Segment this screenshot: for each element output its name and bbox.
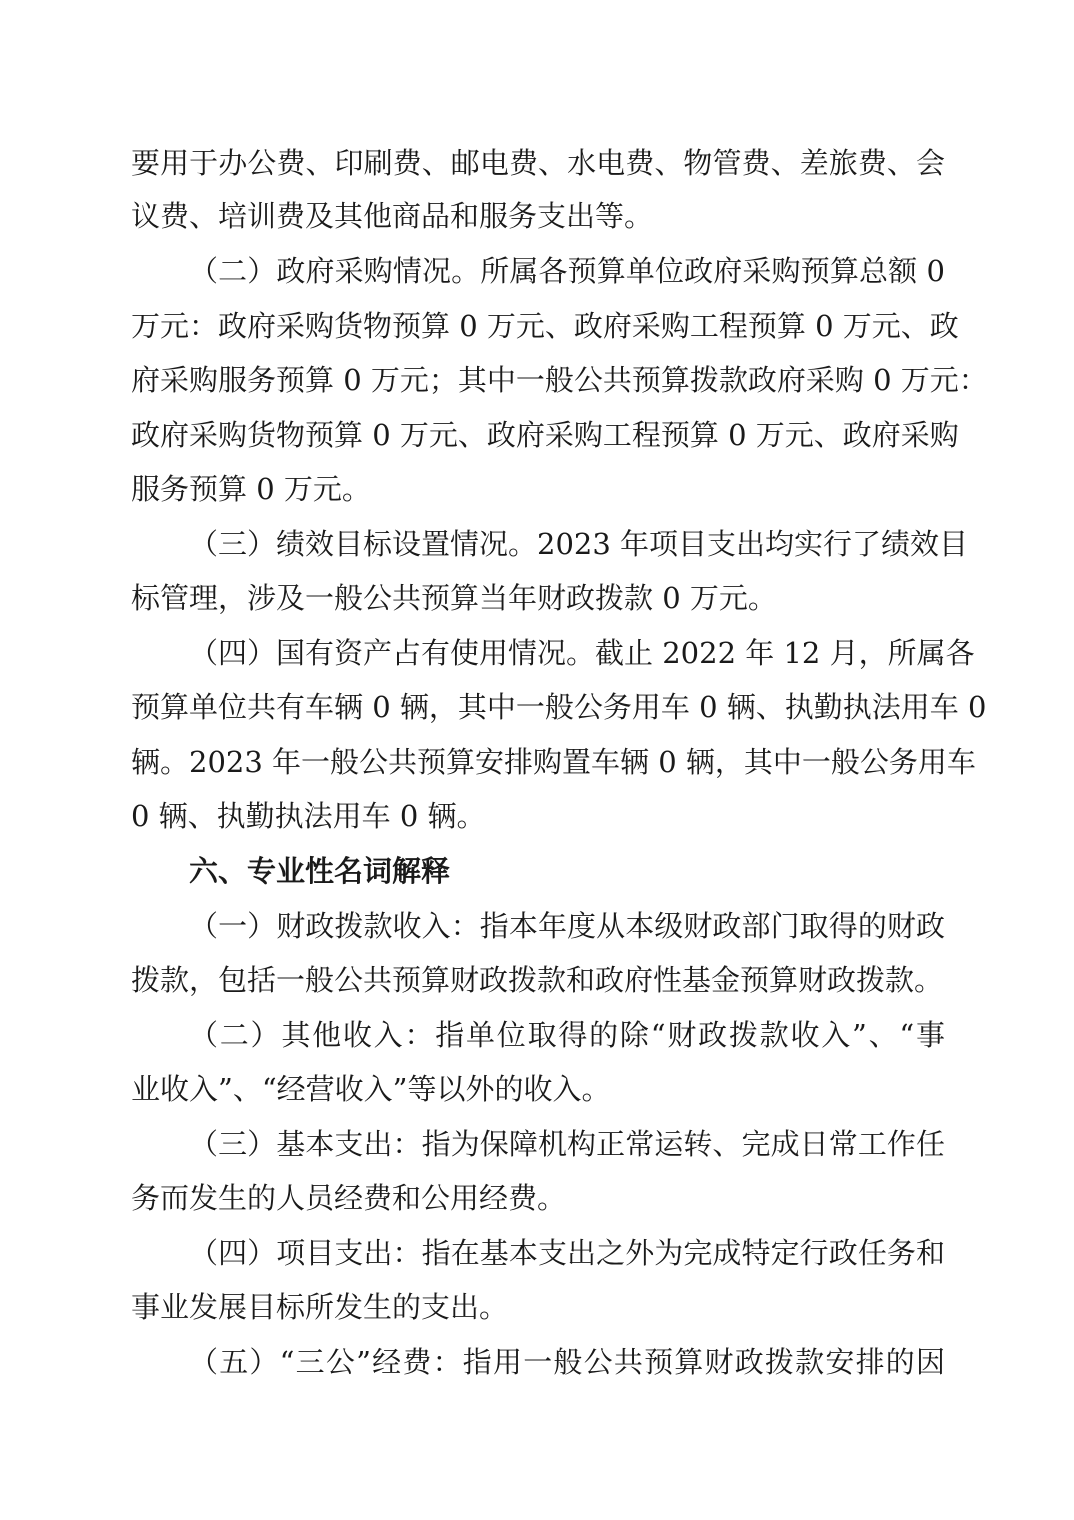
- text-line: （一）财政拨款收入：指本年度从本级财政部门取得的财政: [189, 909, 945, 943]
- text-line: 议费、培训费及其他商品和服务支出等。: [131, 199, 654, 233]
- text-line: 预算单位共有车辆 0 辆，其中一般公务用车 0 辆、执勤执法用车 0: [131, 690, 987, 724]
- text-line: （二）政府采购情况。所属各预算单位政府采购预算总额 0: [189, 254, 945, 288]
- text-line: 务而发生的人员经费和公用经费。: [131, 1181, 567, 1215]
- text-line: （二）其他收入：指单位取得的除“财政拨款收入”、“事: [189, 1018, 945, 1052]
- text-line: 要用于办公费、印刷费、邮电费、水电费、物管费、差旅费、会: [131, 146, 945, 180]
- text-line: 标管理，涉及一般公共预算当年财政拨款 0 万元。: [131, 581, 777, 615]
- text-line: 0 辆、执勤执法用车 0 辆。: [131, 799, 486, 833]
- text-line: （三）基本支出：指为保障机构正常运转、完成日常工作任: [189, 1127, 945, 1161]
- text-line: （五）“三公”经费：指用一般公共预算财政拨款安排的因: [189, 1345, 945, 1379]
- text-line: 辆。2023 年一般公共预算安排购置车辆 0 辆，其中一般公务用车: [131, 745, 976, 779]
- text-line: （四）国有资产占有使用情况。截止 2022 年 12 月，所属各: [189, 636, 975, 670]
- text-line: 业收入”、“经营收入”等以外的收入。: [131, 1072, 611, 1106]
- text-line: 拨款，包括一般公共预算财政拨款和政府性基金预算财政拨款。: [131, 963, 944, 997]
- text-line: 万元：政府采购货物预算 0 万元、政府采购工程预算 0 万元、政: [131, 309, 959, 343]
- text-line: （三）绩效目标设置情况。2023 年项目支出均实行了绩效目: [189, 527, 969, 561]
- text-line: 事业发展目标所发生的支出。: [131, 1290, 509, 1324]
- text-line: （四）项目支出：指在基本支出之外为完成特定行政任务和: [189, 1236, 945, 1270]
- section-heading: 六、专业性名词解释: [189, 854, 451, 888]
- text-line: 府采购服务预算 0 万元；其中一般公共预算拨款政府采购 0 万元：: [131, 363, 988, 397]
- text-line: 服务预算 0 万元。: [131, 472, 371, 506]
- text-line: 政府采购货物预算 0 万元、政府采购工程预算 0 万元、政府采购: [131, 418, 959, 452]
